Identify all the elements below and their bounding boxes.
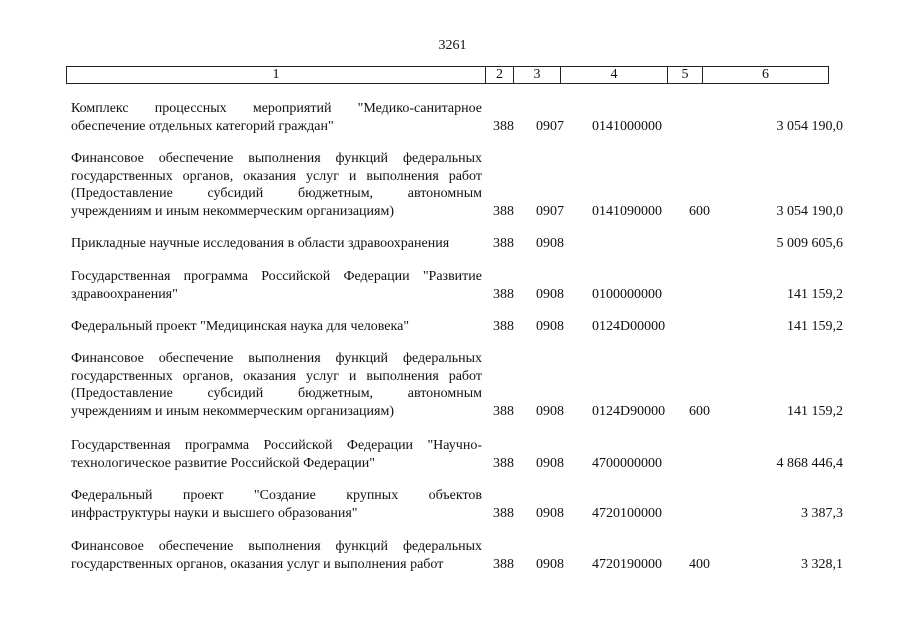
target-article-code: 0124D90000 xyxy=(592,403,666,419)
amount: 4 868 446,4 xyxy=(776,455,843,471)
column-header-3: 3 xyxy=(514,67,561,84)
row-description xyxy=(71,268,482,303)
column-header-1: 1 xyxy=(67,67,486,84)
section-code: 0908 xyxy=(536,455,564,471)
expense-type-code: 600 xyxy=(689,203,710,219)
target-article-code: 0100000000 xyxy=(592,286,662,302)
expense-type-code: 400 xyxy=(689,556,710,572)
row-description-line: Государственная программа Российской Федерации "Научно- xyxy=(71,438,482,453)
row-description-line: Федеральный проект "Создание крупных объектов xyxy=(71,488,482,503)
section-code: 0908 xyxy=(536,556,564,572)
row-description xyxy=(71,100,482,135)
amount: 3 054 190,0 xyxy=(776,203,843,219)
section-code: 0908 xyxy=(536,505,564,521)
ministry-code: 388 xyxy=(493,203,514,219)
row-description xyxy=(71,150,482,220)
section-code: 0908 xyxy=(536,403,564,419)
ministry-code: 388 xyxy=(493,455,514,471)
row-description xyxy=(71,350,482,420)
row-description-line: Финансовое обеспечение выполнения функций федеральных xyxy=(71,539,482,554)
amount: 3 054 190,0 xyxy=(776,118,843,134)
amount: 5 009 605,6 xyxy=(776,236,843,251)
page-number: 3261 xyxy=(438,38,467,53)
ministry-code: 388 xyxy=(493,118,514,134)
row-description-line: Финансовое обеспечение выполнения функций федеральных xyxy=(71,151,482,166)
column-header-2: 2 xyxy=(486,67,514,84)
ministry-code: 388 xyxy=(493,403,514,419)
amount: 3 328,1 xyxy=(801,556,843,572)
section-code: 0907 xyxy=(536,118,564,134)
row-description-line: учреждениям и иным некоммерческим организациям) xyxy=(71,203,395,219)
ministry-code: 388 xyxy=(493,505,514,521)
target-article-code: 0124D00000 xyxy=(592,319,666,334)
ministry-code: 388 xyxy=(493,286,514,302)
row-description-line: (Предоставление субсидий бюджетным, автономным xyxy=(71,186,482,201)
section-code: 0908 xyxy=(536,286,564,302)
row-description xyxy=(71,235,482,253)
row-description xyxy=(71,538,482,573)
amount: 141 159,2 xyxy=(787,403,843,419)
target-article-code: 4720190000 xyxy=(592,556,662,572)
row-description-line: Государственная программа Российской Федерации "Развитие xyxy=(71,269,482,284)
ministry-code: 388 xyxy=(493,236,514,251)
row-description-line: учреждениям и иным некоммерческим организациям) xyxy=(71,403,395,419)
row-description-line: Прикладные научные исследования в области здравоохранения xyxy=(71,236,450,251)
ministry-code: 388 xyxy=(493,556,514,572)
section-code: 0907 xyxy=(536,203,564,219)
row-description-line: Комплекс процессных мероприятий "Медико-санитарное xyxy=(71,101,482,116)
target-article-code: 0141090000 xyxy=(592,203,662,219)
row-description-line: Федеральный проект "Медицинская наука для человека" xyxy=(71,319,410,334)
column-header-4: 4 xyxy=(561,67,668,84)
amount: 141 159,2 xyxy=(787,286,843,302)
row-description-line: технологическое развитие Российской Федерации" xyxy=(71,455,375,471)
amount: 141 159,2 xyxy=(787,319,843,334)
row-description-line: государственных органов, оказания услуг и выполнения работ xyxy=(71,168,482,184)
section-code: 0908 xyxy=(536,236,564,251)
row-description-line: здравоохранения" xyxy=(71,286,178,302)
column-header-6: 6 xyxy=(703,67,829,84)
row-description-line: инфраструктуры науки и высшего образования" xyxy=(71,505,358,521)
ministry-code: 388 xyxy=(493,319,514,334)
column-header-row xyxy=(67,67,829,84)
target-article-code: 4700000000 xyxy=(592,455,662,471)
row-description xyxy=(71,487,482,522)
row-description-line: государственных органов, оказания услуг и выполнения работ xyxy=(71,368,482,384)
row-description-line: Финансовое обеспечение выполнения функций федеральных xyxy=(71,351,482,366)
row-description xyxy=(71,318,482,336)
row-description-line: государственных органов, оказания услуг и выполнения работ xyxy=(71,556,444,572)
target-article-code: 0141000000 xyxy=(592,118,662,134)
column-header-5: 5 xyxy=(668,67,703,84)
column-header-table xyxy=(66,66,829,84)
row-description xyxy=(71,437,482,472)
row-description-line: (Предоставление субсидий бюджетным, автономным xyxy=(71,386,482,401)
expense-type-code: 600 xyxy=(689,403,710,419)
target-article-code: 4720100000 xyxy=(592,505,662,521)
amount: 3 387,3 xyxy=(801,505,843,521)
section-code: 0908 xyxy=(536,319,564,334)
row-description-line: обеспечение отдельных категорий граждан" xyxy=(71,118,334,134)
